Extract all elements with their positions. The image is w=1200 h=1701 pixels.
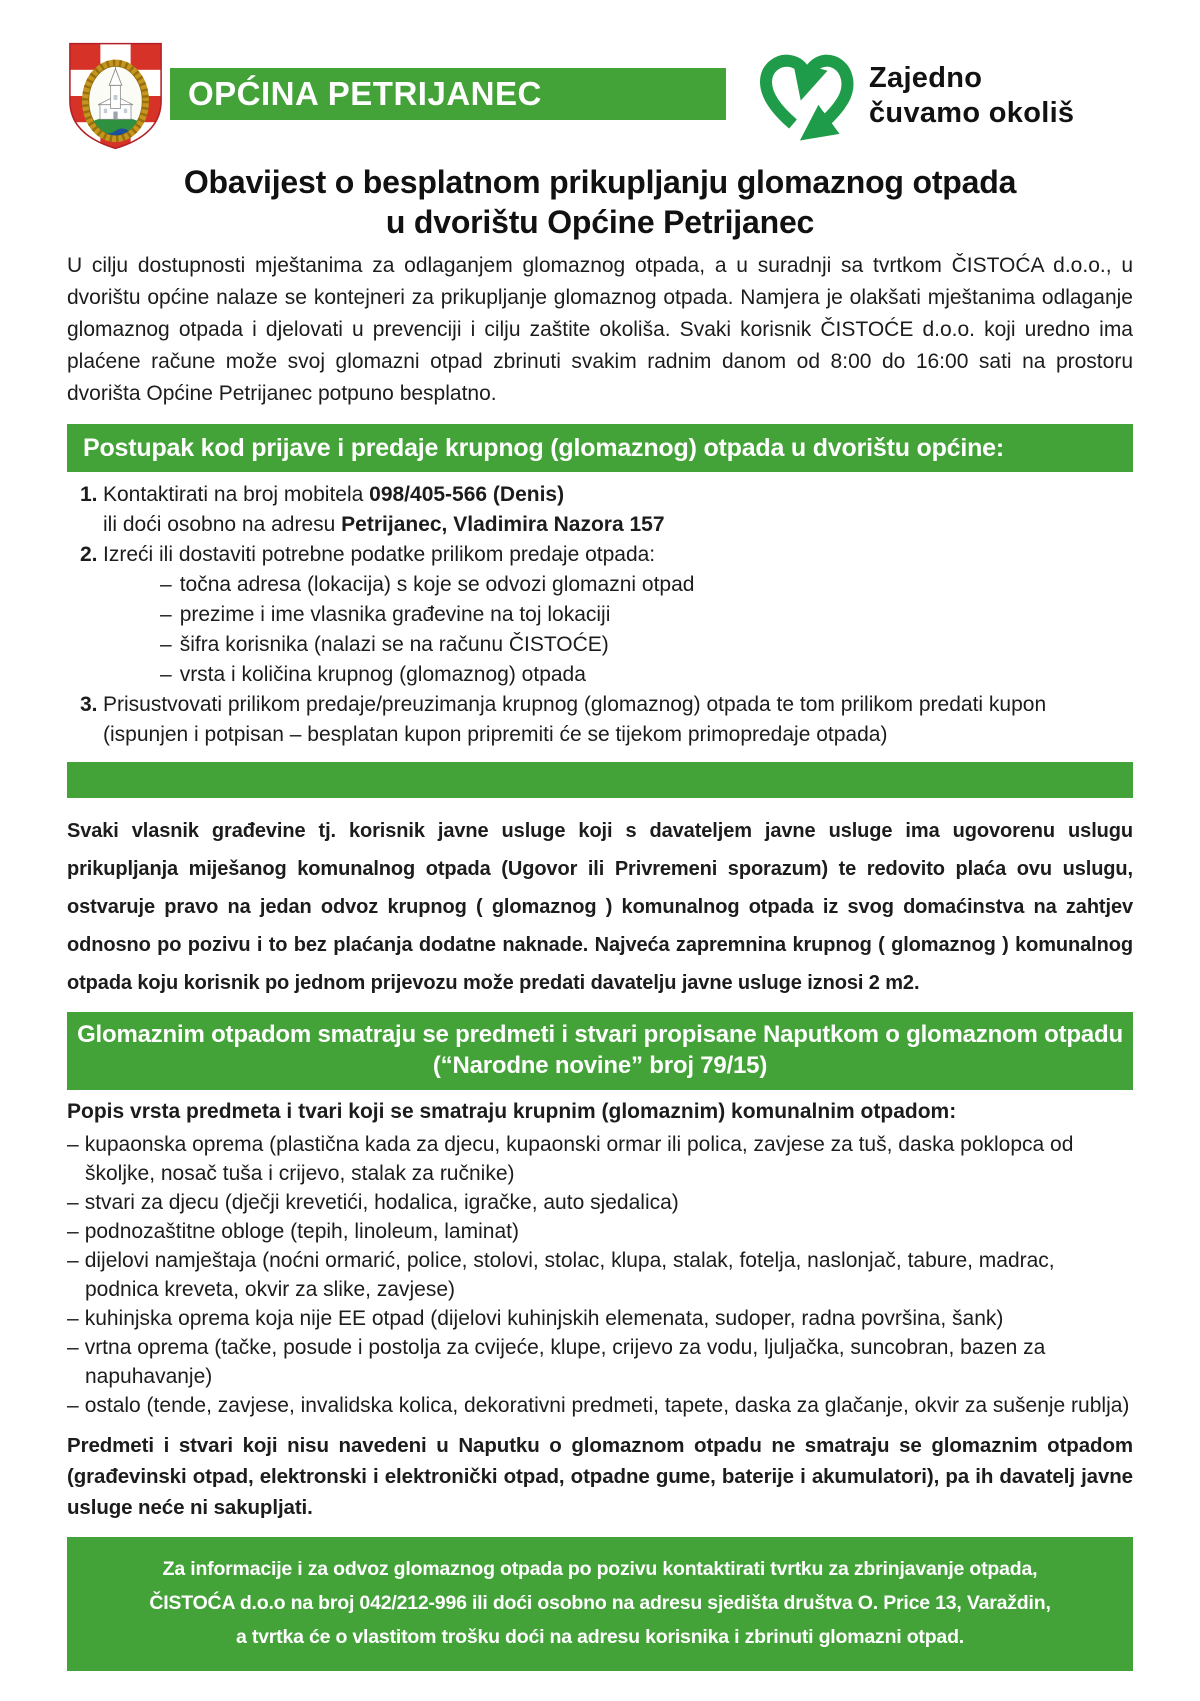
dash-bullet: – <box>67 1336 79 1359</box>
dash-bullet: – <box>160 633 172 656</box>
waste-list-item-text: ostalo (tende, zavjese, invalidska kolica, dekorativni predmeti, tapete, daska za glačanje, okvir za sušenje rublja) <box>84 1394 1130 1417</box>
step-text: Kontaktirati na broj mobitela <box>103 483 370 506</box>
coat-of-arms-icon <box>67 40 164 152</box>
step-sub-item-text: točna adresa (lokacija) s koje se odvozi glomazni otpad <box>179 573 695 596</box>
waste-list-item-3 <box>67 1217 1133 1246</box>
heart-recycle-icon <box>755 46 855 150</box>
step-number: 2. <box>80 543 98 566</box>
procedure-step-1 <box>67 480 1133 540</box>
waste-list-item-7 <box>67 1391 1133 1420</box>
step-text-line <box>103 690 1133 750</box>
contact-info-line-3: a tvrtka će o vlastitom trošku doći na adresu korisnika i zbrinuti glomazni otpad. <box>235 1626 965 1648</box>
procedure-step-2 <box>67 540 1133 690</box>
contact-info-box <box>67 1537 1133 1671</box>
campaign-logo <box>755 40 1074 152</box>
step-text-line <box>103 480 1133 510</box>
waste-list-item-1 <box>67 1130 1133 1188</box>
dash-bullet: – <box>67 1191 79 1214</box>
header <box>67 40 1133 152</box>
step-sub-item-text: šifra korisnika (nalazi se na računu ČISTOĆE) <box>179 633 609 656</box>
waste-list-item-text: vrtna oprema (tačke, posude i postolja za cvijeće, klupe, crijevo za vodu, ljuljačka, suncobran, bazen za napuhavanje) <box>84 1336 1046 1388</box>
procedure-step-3 <box>67 690 1133 750</box>
waste-list-item-text: dijelovi namještaja (noćni ormarić, police, stolovi, stolac, klupa, stalak, fotelja, naslonjač, tabure, madrac, podnica kreveta, okvir za slike, zavjese) <box>84 1249 1055 1301</box>
waste-list-item-text: kuhinjska oprema koja nije EE otpad (dijelovi kuhinjskih elemenata, sudoper, radna površina, šank) <box>84 1307 1004 1330</box>
contact-info-line-1: Za informacije i za odvoz glomaznog otpada po pozivu kontaktirati tvrtku za zbrinjavanje otpada, <box>162 1558 1038 1580</box>
dash-bullet: – <box>67 1220 79 1243</box>
step-sub-item <box>103 600 1133 630</box>
waste-list-item-text: stvari za djecu (dječji krevetići, hodalica, igračke, auto sjedalica) <box>84 1191 679 1214</box>
step-sub-item-text: vrsta i količina krupnog (glomaznog) otpada <box>179 663 586 686</box>
step-text: Izreći ili dostaviti potrebne podatke prilikom predaje otpada: <box>103 543 656 566</box>
waste-list-item-text: podnozaštitne obloge (tepih, linoleum, laminat) <box>84 1220 519 1243</box>
step-text-line <box>103 510 1133 540</box>
section-banner-definition <box>67 1012 1133 1090</box>
waste-list-item-5 <box>67 1304 1133 1333</box>
municipality-banner-label: OPĆINA PETRIJANEC <box>188 75 542 112</box>
step-text: ili doći osobno na adresu <box>103 513 342 536</box>
step-body <box>103 690 1133 750</box>
waste-list <box>67 1130 1133 1420</box>
municipality-banner <box>170 68 726 120</box>
dash-bullet: – <box>67 1249 79 1272</box>
dash-bullet: – <box>160 663 172 686</box>
campaign-slogan <box>869 61 1074 131</box>
intro-paragraph: U cilju dostupnosti mještanima za odlaganjem glomaznog otpada, a u suradnji sa tvrtkom ČISTOĆA d.o.o., u dvorištu općine nalaze se kontejneri za prikupljanje glomaznog otpada. Namjera je olakšati mještanima odlaganje glomaznog otpada i djelovati u prevenciji i cilju zaštite okoliša. Svaki korisnik ČISTOĆE d.o.o. koji uredno ima plaćene račune može svoj glomazni otpad zbrinuti svakim radnim danom od 8:00 do 16:00 sati na prostoru dvorišta Općine Petrijanec potpuno besplatno. <box>67 254 1133 405</box>
step-number: 1. <box>80 483 98 506</box>
campaign-slogan-line2: čuvamo okoliš <box>869 97 1075 129</box>
contact-info-line-2: ČISTOĆA d.o.o na broj 042/212-996 ili doći osobno na adresu sjedišta društva O. Price 13, Varaždin, <box>149 1592 1051 1614</box>
step-body <box>103 540 1133 690</box>
step-sub-item-text: prezime i ime vlasnika građevine na toj lokaciji <box>179 603 611 626</box>
step-sub-item <box>103 630 1133 660</box>
section-banner-procedure-label: Postupak kod prijave i predaje krupnog (glomaznog) otpada u dvorištu općine: <box>83 433 1005 462</box>
dash-bullet: – <box>160 603 172 626</box>
waste-list-item-4 <box>67 1246 1133 1304</box>
section-banner-definition-line2: (“Narodne novine” broj 79/15) <box>432 1052 768 1079</box>
page-title-line1: Obavijest o besplatnom prikupljanju glomaznog otpada <box>183 164 1017 200</box>
step-text-line <box>103 540 1133 570</box>
step-text: Prisustvovati prilikom predaje/preuzimanja krupnog (glomaznog) otpada te tom prilikom predati kupon (ispunjen i potpisan – besplatan kupon pripremiti će se tijekom primopredaje otpada) <box>103 693 1047 746</box>
campaign-slogan-line1: Zajedno <box>869 62 983 94</box>
waste-list-heading: Popis vrsta predmeta i tvari koji se smatraju krupnim (glomaznim) komunalnim otpadom: <box>67 1100 957 1123</box>
dash-bullet: – <box>67 1133 79 1156</box>
waste-list-item-6 <box>67 1333 1133 1391</box>
page-title-line2: u dvorištu Općine Petrijanec <box>385 204 815 240</box>
procedure-list <box>67 480 1133 750</box>
exclusion-paragraph: Predmeti i stvari koji nisu navedeni u Naputku o glomaznom otpadu ne smatraju se glomaznim otpadom (građevinski otpad, elektronski i elektronički otpad, otpadne gume, baterije i akumulatori), pa ih davatelj javne usluge neće ni sakupljati. <box>67 1434 1133 1519</box>
section-banner-definition-line1: Glomaznim otpadom smatraju se predmeti i stvari propisane Naputkom o glomaznom otpadu <box>77 1021 1123 1048</box>
step-sub-item <box>103 660 1133 690</box>
step-text-bold: Petrijanec, Vladimira Nazora 157 <box>341 513 665 536</box>
step-text-bold: 098/405-566 (Denis) <box>369 483 565 506</box>
ownership-paragraph: Svaki vlasnik građevine tj. korisnik javne usluge koji s davateljem javne usluge ima ugovorenu uslugu prikupljanja miješanog komunalnog otpada (Ugovor ili Privremeni sporazum) te redovito plaća ovu uslugu, ostvaruje pravo na jedan odvoz krupnog ( glomaznog ) komunalnog otpada iz svog domaćinstva na zahtjev odnosno po pozivu i to bez plaćanja dodatne naknade. Najveća zapremnina krupnog ( glomaznog ) komunalnog otpada koju korisnik po jednom prijevozu može predati davatelju javne usluge iznosi 2 m2. <box>67 820 1133 994</box>
dash-bullet: – <box>160 573 172 596</box>
page-title <box>67 162 1133 242</box>
step-body <box>103 480 1133 540</box>
green-divider-bar <box>67 762 1133 798</box>
step-number: 3. <box>80 693 98 716</box>
waste-list-item-2 <box>67 1188 1133 1217</box>
waste-list-item-text: kupaonska oprema (plastična kada za djecu, kupaonski ormar ili polica, zavjese za tuš, daska poklopca od školjke, nosač tuša i crijevo, stalak za ručnike) <box>84 1133 1074 1185</box>
dash-bullet: – <box>67 1307 79 1330</box>
dash-bullet: – <box>67 1394 79 1417</box>
section-banner-procedure <box>67 424 1133 472</box>
step-sub-item <box>103 570 1133 600</box>
